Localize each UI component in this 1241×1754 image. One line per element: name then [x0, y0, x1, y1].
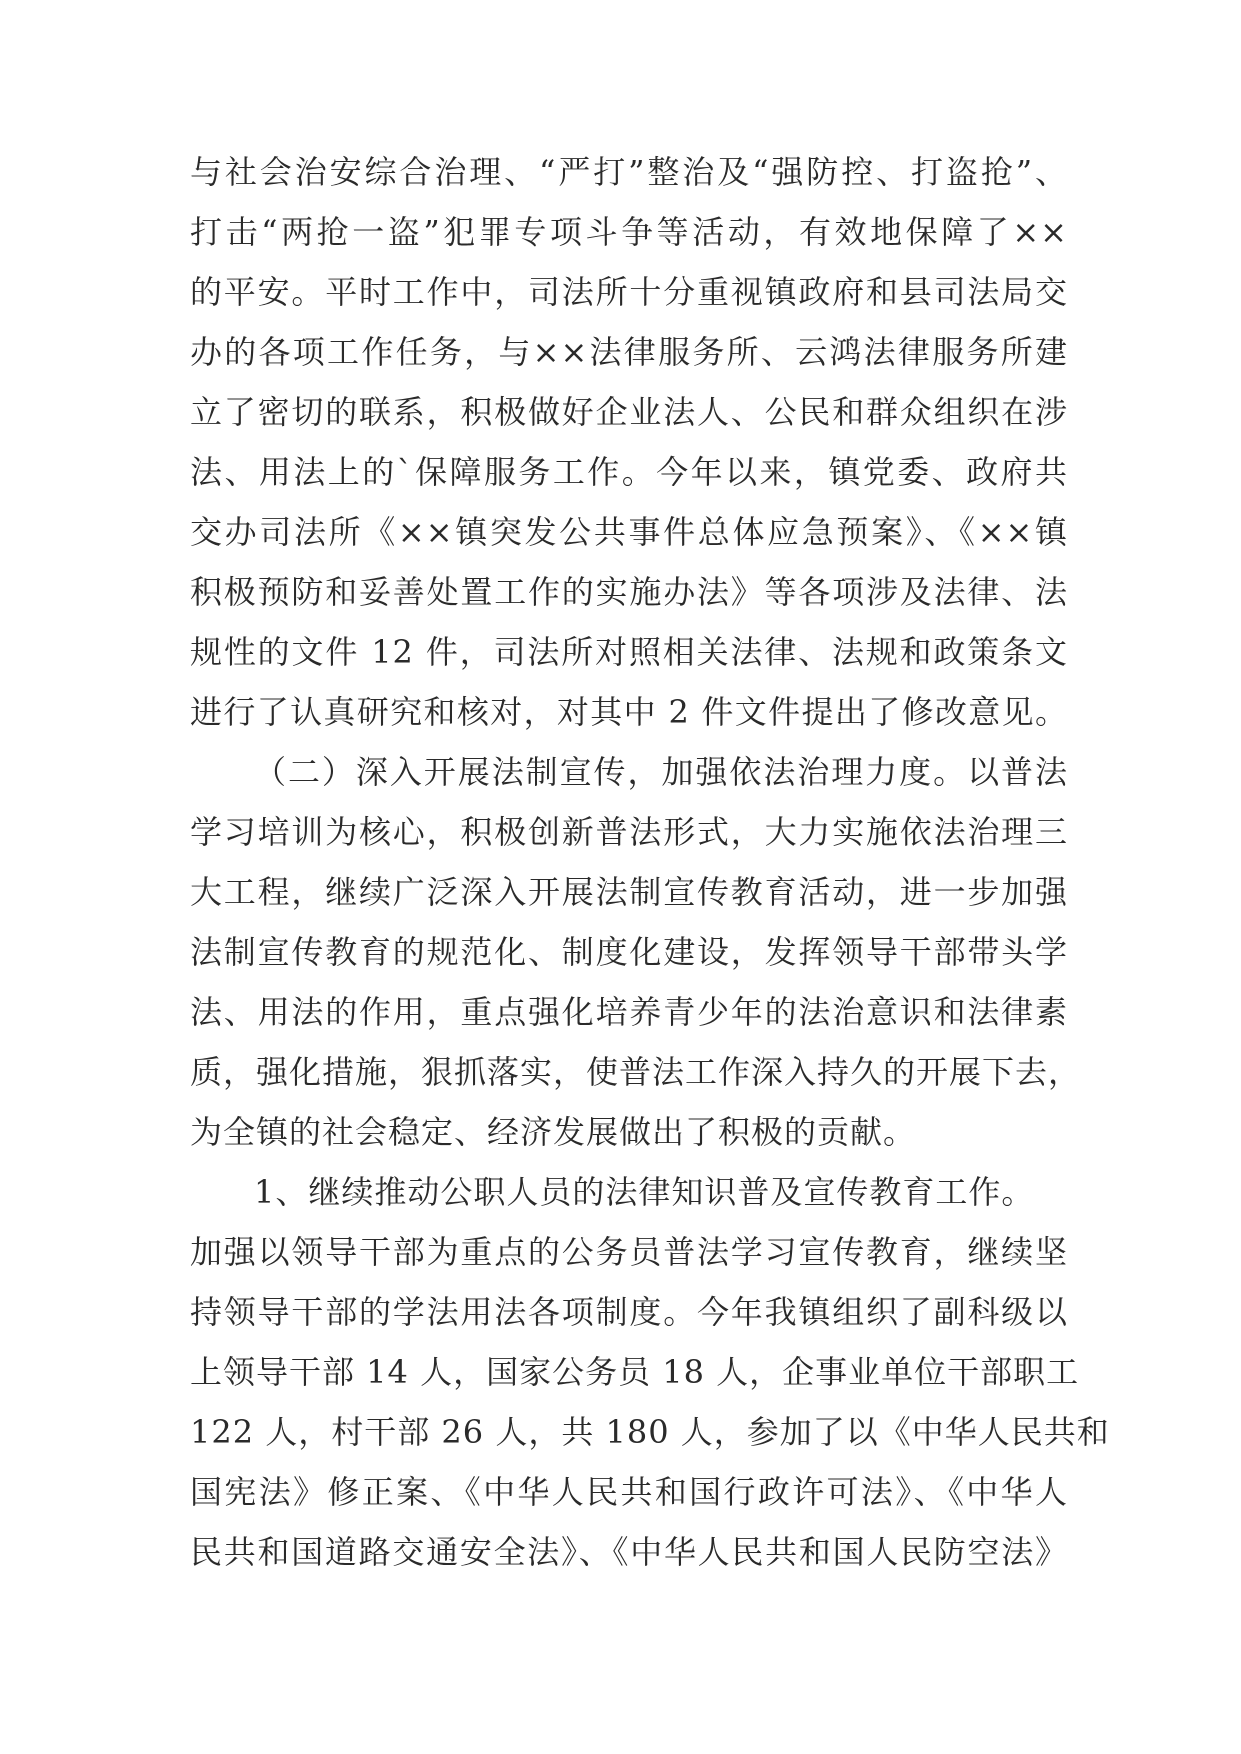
text-line: 国宪法》修正案、《中华人民共和国行政许可法》、《中华人	[190, 1473, 1068, 1511]
text-line: 学习培训为核心，积极创新普法形式，大力实施依法治理三	[190, 813, 1068, 851]
text-line: 122 人，村干部 26 人，共 180 人，参加了以《中华人民共和	[190, 1413, 1110, 1451]
subsection-heading-line: 1、继续推动公职人员的法律知识普及宣传教育工作。	[254, 1173, 1035, 1211]
text-line: 与社会治安综合治理、“严打”整治及“强防控、打盗抢”、	[190, 153, 1068, 191]
text-line: 为全镇的社会稳定、经济发展做出了积极的贡献。	[190, 1113, 917, 1151]
text-line: 立了密切的联系，积极做好企业法人、公民和群众组织在涉	[190, 393, 1068, 431]
text-line: 交办司法所《××镇突发公共事件总体应急预案》、《××镇	[190, 513, 1068, 551]
text-line: 的平安。平时工作中，司法所十分重视镇政府和县司法局交	[190, 273, 1068, 311]
text-line: 规性的文件 12 件，司法所对照相关法律、法规和政策条文	[190, 633, 1068, 671]
section-heading-line: （二）深入开展法制宣传，加强依法治理力度。以普法	[254, 753, 1068, 791]
text-line: 持领导干部的学法用法各项制度。今年我镇组织了副科级以	[190, 1293, 1068, 1331]
text-line: 法制宣传教育的规范化、制度化建设，发挥领导干部带头学	[190, 933, 1068, 971]
text-line: 上领导干部 14 人，国家公务员 18 人，企事业单位干部职工	[190, 1353, 1080, 1391]
text-line: 加强以领导干部为重点的公务员普法学习宣传教育，继续坚	[190, 1233, 1068, 1271]
document-body	[190, 142, 1110, 1582]
text-line: 法、用法的作用，重点强化培养青少年的法治意识和法律素	[190, 993, 1068, 1031]
text-line: 进行了认真研究和核对，对其中 2 件文件提出了修改意见。	[190, 693, 1068, 731]
text-line: 大工程，继续广泛深入开展法制宣传教育活动，进一步加强	[190, 873, 1068, 911]
text-line: 办的各项工作任务，与××法律服务所、云鸿法律服务所建	[190, 333, 1068, 371]
text-line: 质，强化措施，狠抓落实，使普法工作深入持久的开展下去，	[190, 1053, 1082, 1091]
text-line: 民共和国道路交通安全法》、《中华人民共和国人民防空法》	[190, 1533, 1068, 1571]
text-line: 积极预防和妥善处置工作的实施办法》等各项涉及法律、法	[190, 573, 1068, 611]
text-line: 打击“两抢一盗”犯罪专项斗争等活动，有效地保障了××	[190, 213, 1068, 251]
text-line: 法、用法上的`保障服务工作。今年以来，镇党委、政府共	[190, 453, 1068, 491]
